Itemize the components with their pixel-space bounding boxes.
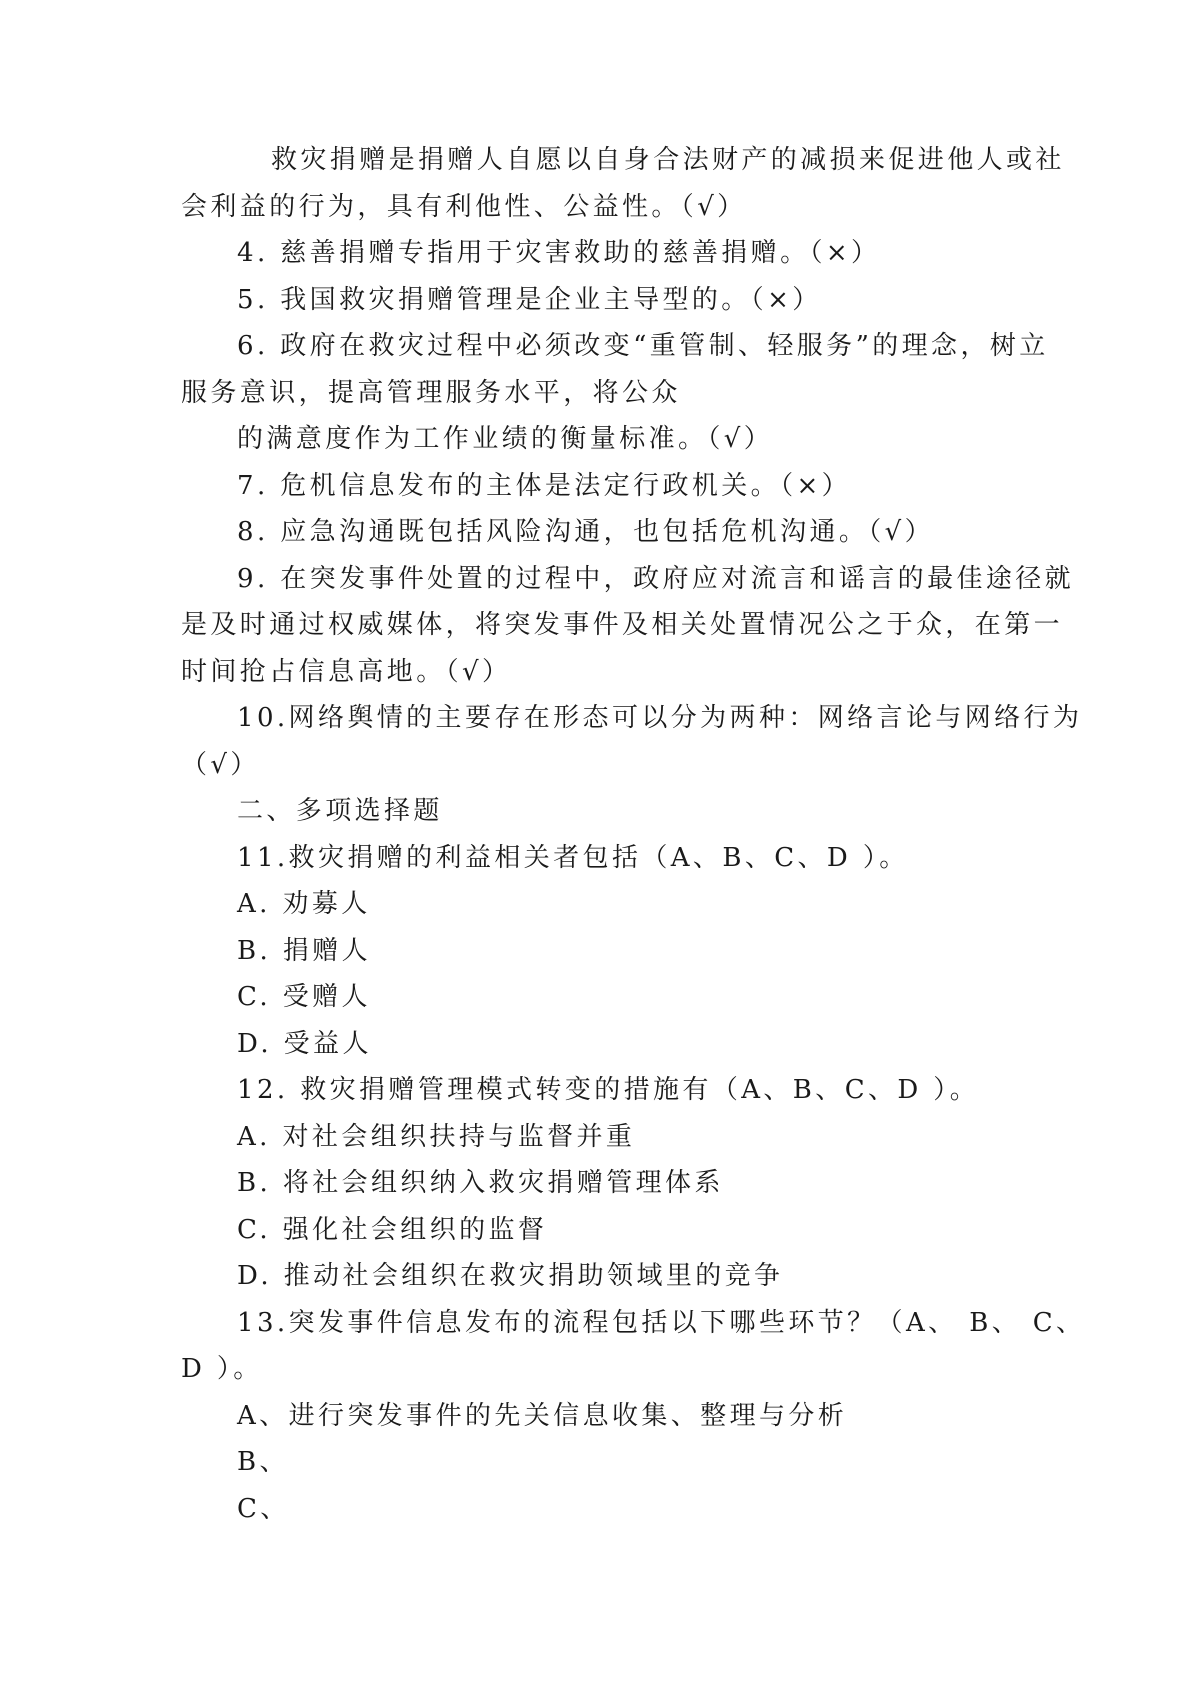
option-text: B. 捐赠人 [237, 935, 372, 966]
option-text: B. 将社会组织纳入救灾捐赠管理体系 [237, 1168, 724, 1198]
text-line: 8. 应急沟通既包括风险沟通，也包括危机沟通。（√） [237, 517, 935, 547]
text-line: 服务意识，提高管理服务水平，将公众 [181, 377, 681, 408]
text-line: 9. 在突发事件处置的过程中，政府应对流言和谣言的最佳途径就 [237, 563, 1075, 594]
text-line: 会利益的行为，具有利他性、公益性。（√） [181, 191, 747, 222]
option-text: C、 [237, 1493, 290, 1524]
option-text: C. 强化社会组织的监督 [237, 1214, 548, 1245]
text-line: 时间抢占信息高地。（√） [181, 656, 512, 687]
text-line: 5. 我国救灾捐赠管理是企业主导型的。（×） [237, 284, 822, 315]
option-text: A. 劝募人 [237, 889, 371, 919]
text-line: （√） [181, 749, 260, 780]
option-text: D. 推动社会组织在救灾捐助领域里的竞争 [237, 1261, 784, 1291]
question-text: 12. 救灾捐赠管理模式转变的措施有（A、B、C、D ）。 [237, 1075, 980, 1105]
option-text: B、 [237, 1447, 289, 1477]
option-text: A. 对社会组织扶持与监督并重 [237, 1121, 636, 1152]
text-line: 是及时通过权威媒体，将突发事件及相关处置情况公之于众，在第一 [181, 610, 1064, 640]
text-line: 4. 慈善捐赠专指用于灾害救助的慈善捐赠。（×） [237, 238, 881, 268]
question-text: 11.救灾捐赠的利益相关者包括（A、B、C、D ）。 [237, 842, 909, 873]
option-text: A、进行突发事件的先关信息收集、整理与分析 [237, 1400, 848, 1431]
text-line: D ）。 [181, 1354, 263, 1384]
text-line: 6. 政府在救灾过程中必须改变“重管制、轻服务”的理念，树立 [237, 331, 1049, 361]
option-text: D. 受益人 [237, 1028, 372, 1059]
document-body [181, 137, 1086, 1532]
text-line: 的满意度作为工作业绩的衡量标准。（√） [237, 424, 774, 454]
section-heading: 二、多项选择题 [237, 796, 443, 826]
text-line: 7. 危机信息发布的主体是法定行政机关。（×） [237, 470, 852, 501]
text-line: 救灾捐赠是捐赠人自愿以自身合法财产的减损来促进他人或社 [271, 145, 1065, 175]
question-text: 13.突发事件信息发布的流程包括以下哪些环节？（A、 B、 C、 [237, 1307, 1086, 1338]
option-text: C. 受赠人 [237, 982, 371, 1012]
text-line: 10.网络舆情的主要存在形态可以分为两种：网络言论与网络行为 [237, 703, 1083, 733]
